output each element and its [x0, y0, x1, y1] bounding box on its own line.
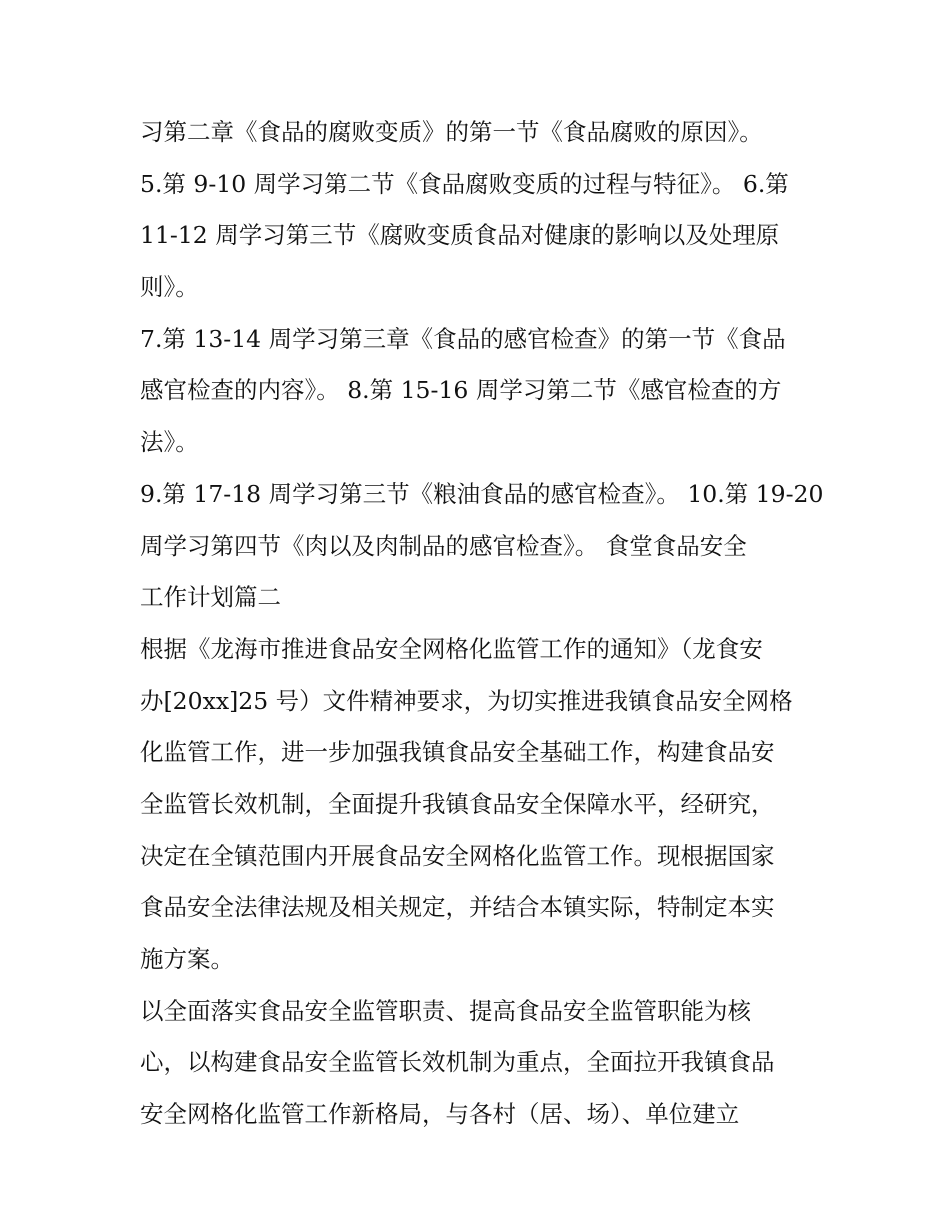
text-line: 食品安全法律法规及相关规定，并结合本镇实际，特制定本实 — [140, 893, 775, 922]
text-line: 决定在全镇范围内开展食品安全网格化监管工作。现根据国家 — [140, 841, 775, 870]
text-line: 周学习第四节《肉以及肉制品的感官检查》。 食堂食品安全 — [140, 531, 747, 560]
text-line: 则》。 — [140, 273, 199, 302]
text-line: 7.第 13-14 周学习第三章《食品的感官检查》的第一节《食品 — [140, 324, 786, 353]
text-line: 9.第 17-18 周学习第三节《粮油食品的感官检查》。 10.第 19-20 — [140, 479, 824, 508]
text-line: 安全网格化监管工作新格局，与各村（居、场）、单位建立 — [140, 1100, 740, 1129]
document-body — [140, 107, 830, 1141]
text-line: 化监管工作，进一步加强我镇食品安全基础工作，构建食品安 — [140, 738, 775, 767]
text-line: 5.第 9-10 周学习第二节《食品腐败变质的过程与特征》。 6.第 — [140, 169, 789, 198]
text-line: 感官检查的内容》。 8.第 15-16 周学习第二节《感官检查的方 — [140, 376, 782, 405]
text-line: 习第二章《食品的腐败变质》的第一节《食品腐败的原因》。 — [140, 118, 763, 146]
text-line: 全监管长效机制，全面提升我镇食品安全保障水平，经研究， — [140, 789, 775, 818]
text-line: 工作计划篇二 — [140, 583, 281, 612]
text-line: 办[20xx]25 号）文件精神要求，为切实推进我镇食品安全网格 — [140, 686, 793, 715]
text-line: 法》。 — [140, 428, 199, 457]
text-line: 施方案。 — [140, 945, 234, 973]
text-line: 以全面落实食品安全监管职责、提高食品安全监管职能为核 — [140, 996, 751, 1025]
text-line: 心，以构建食品安全监管长效机制为重点，全面拉开我镇食品 — [140, 1048, 775, 1077]
text-line: 11-12 周学习第三节《腐败变质食品对健康的影响以及处理原 — [140, 221, 780, 250]
text-line: 根据《龙海市推进食品安全网格化监管工作的通知》（龙食安 — [140, 634, 763, 663]
